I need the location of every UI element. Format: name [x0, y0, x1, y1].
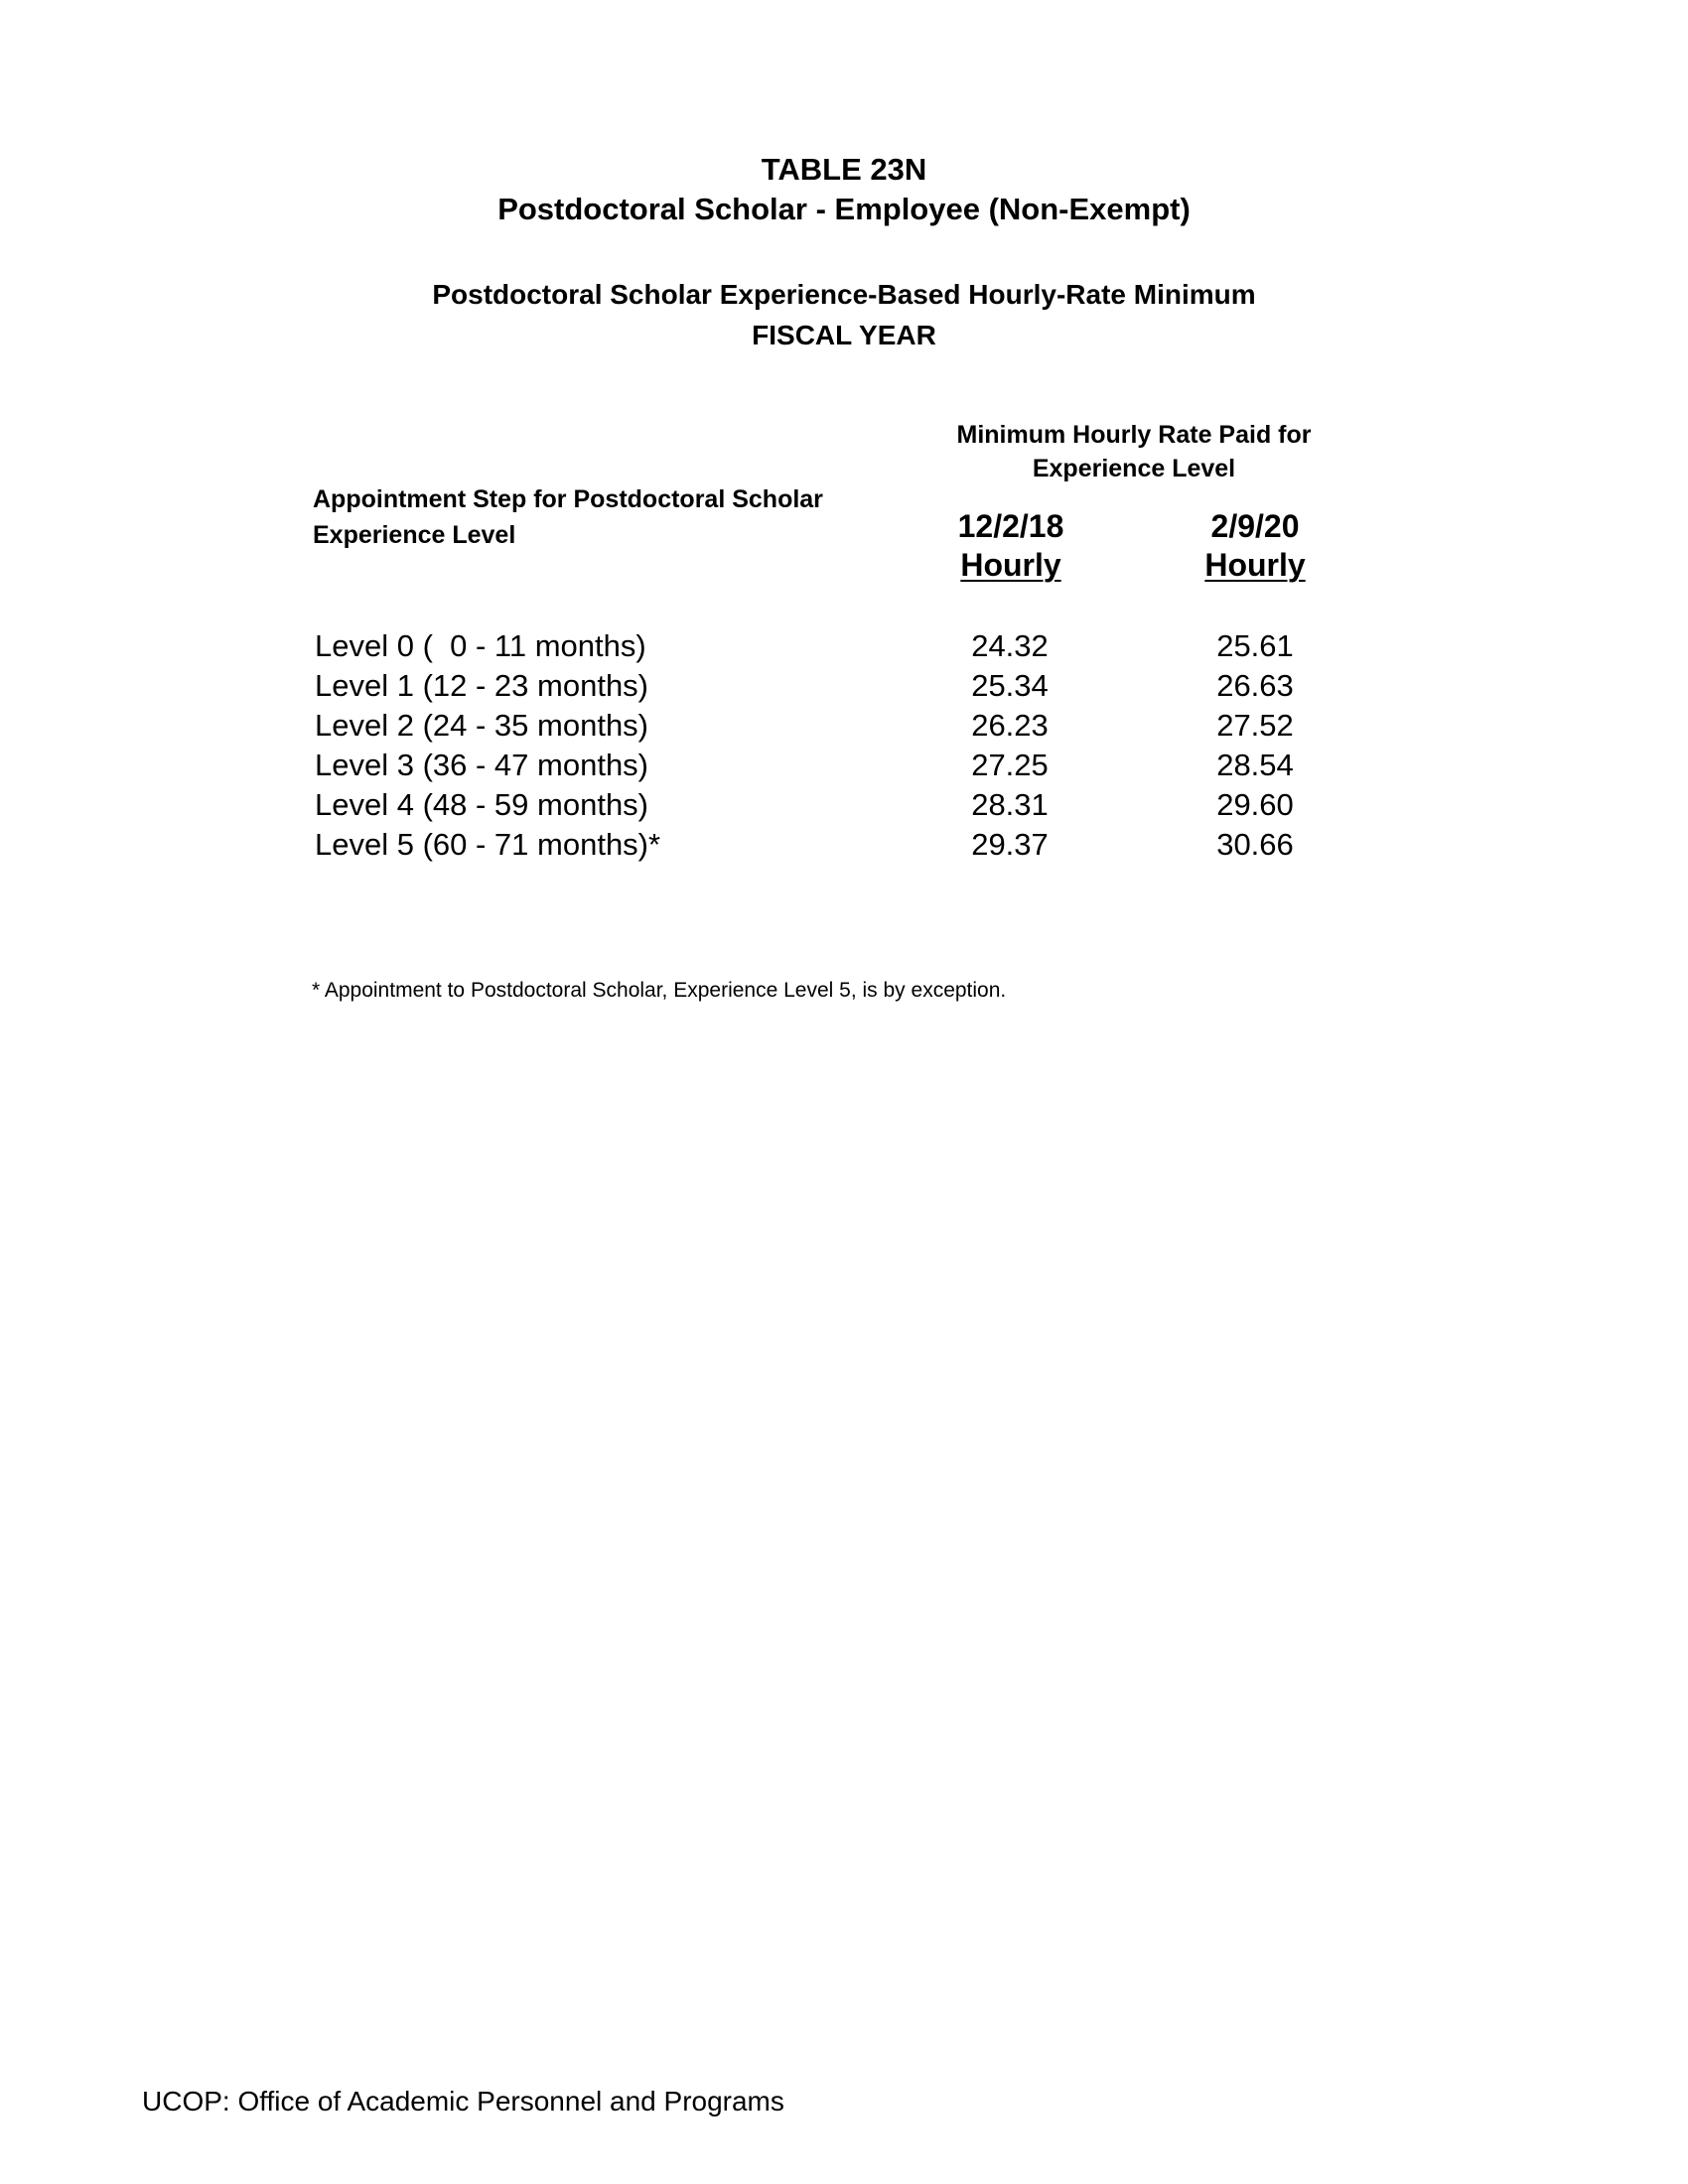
- column-date-header: 12/2/18: [957, 508, 1064, 544]
- rate-value: 28.54: [1216, 748, 1294, 782]
- rate-value: 28.31: [971, 787, 1049, 822]
- table-heading: Postdoctoral Scholar Experience-Based Hourly-Rate Minimum: [432, 279, 1256, 310]
- rate-value: 26.23: [971, 708, 1049, 743]
- rate-value: 27.52: [1216, 708, 1294, 743]
- level-label: Level 3 (36 - 47 months): [315, 748, 649, 782]
- document-subtitle: Postdoctoral Scholar - Employee (Non-Exempt): [497, 192, 1191, 226]
- step-column-header-line1: Appointment Step for Postdoctoral Scholar: [313, 485, 823, 513]
- table-row: [0, 626, 1688, 666]
- period-label: FISCAL YEAR: [752, 320, 936, 350]
- table-row: [0, 706, 1688, 746]
- level-label: Level 1 (12 - 23 months): [315, 668, 649, 703]
- column-unit-header: Hourly: [1204, 547, 1306, 583]
- table-row: [0, 785, 1688, 825]
- rate-value: 27.25: [971, 748, 1049, 782]
- level-label: Level 5 (60 - 71 months)*: [315, 827, 661, 862]
- rate-value: 24.32: [971, 628, 1049, 663]
- level-label: Level 4 (48 - 59 months): [315, 787, 649, 822]
- rate-value: 30.66: [1216, 827, 1294, 862]
- footnote: * Appointment to Postdoctoral Scholar, Experience Level 5, is by exception.: [312, 979, 1007, 1002]
- level-label: Level 2 (24 - 35 months): [315, 708, 649, 743]
- rate-value: 29.37: [971, 827, 1049, 862]
- rate-value: 26.63: [1216, 668, 1294, 703]
- rate-value: 29.60: [1216, 787, 1294, 822]
- document-title: TABLE 23N: [761, 152, 927, 187]
- table-row: [0, 825, 1688, 865]
- level-label: Level 0 ( 0 - 11 months): [315, 628, 646, 663]
- column-unit-header: Hourly: [960, 547, 1061, 583]
- page-footer: UCOP: Office of Academic Personnel and Programs: [142, 2086, 784, 2116]
- column-date-header: 2/9/20: [1210, 508, 1300, 544]
- rate-value: 25.61: [1216, 628, 1294, 663]
- table-row: [0, 746, 1688, 785]
- step-column-header-line2: Experience Level: [313, 521, 516, 549]
- rate-group-header-line2: Experience Level: [1032, 455, 1236, 482]
- rate-value: 25.34: [971, 668, 1049, 703]
- rate-group-header-line1: Minimum Hourly Rate Paid for: [956, 421, 1312, 449]
- table-row: [0, 666, 1688, 706]
